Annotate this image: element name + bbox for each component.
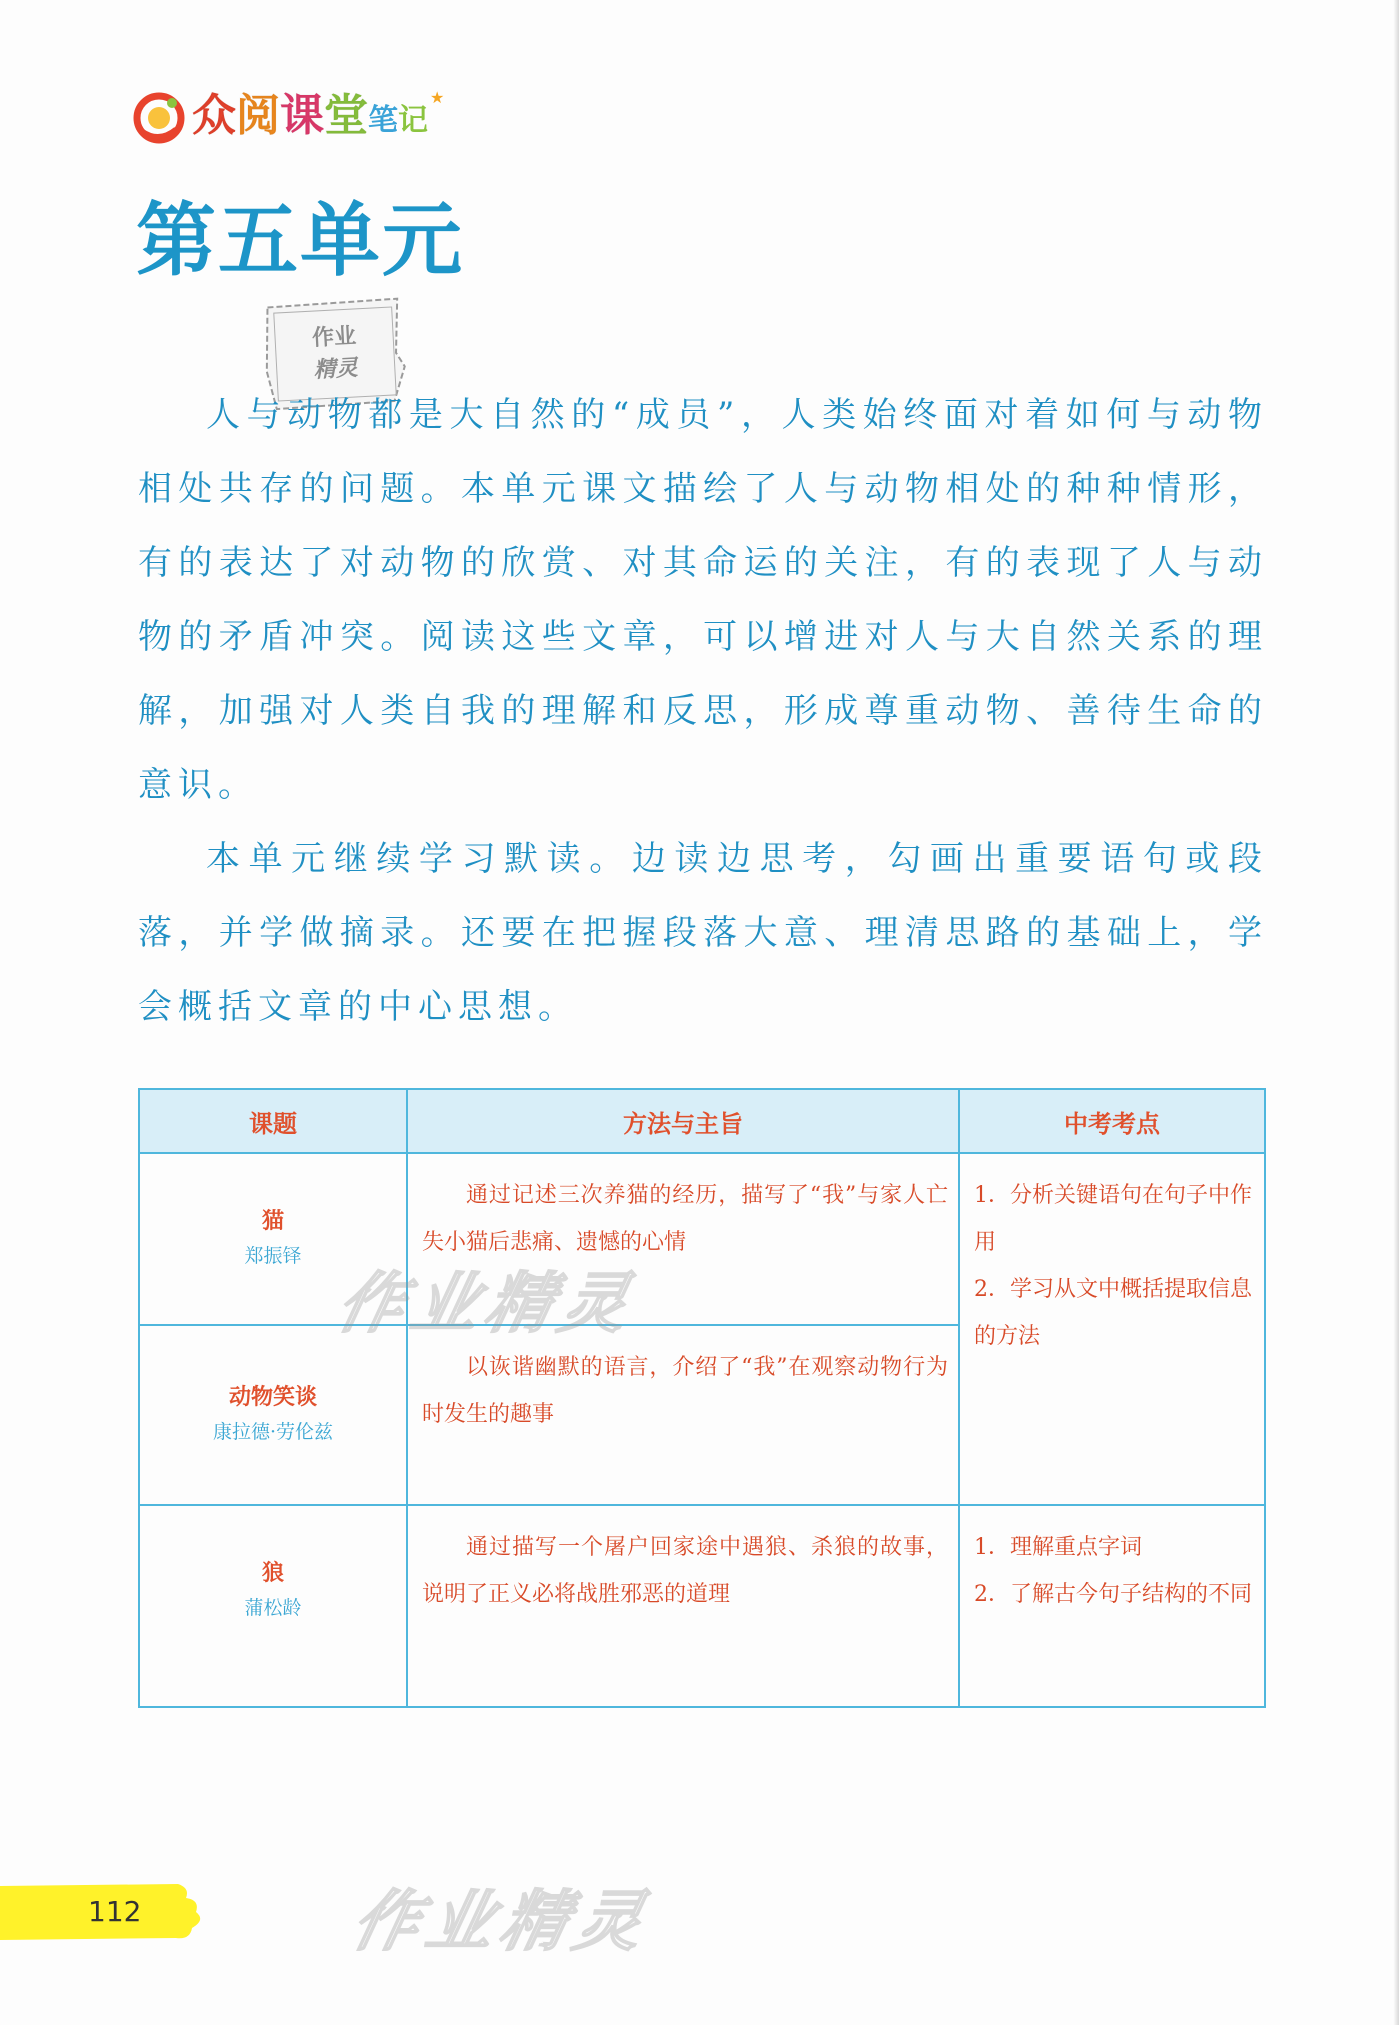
exam-points-cell <box>960 1506 1264 1706</box>
lesson-author: 郑振铎 <box>244 1245 302 1267</box>
page-edge <box>1393 0 1399 2025</box>
watermark: 作业精灵 <box>345 1883 658 1960</box>
method-summary: 通过描写一个屠户回家途中遇狼、杀狼的故事，说明了正义必将战胜邪恶的道理 <box>422 1535 948 1607</box>
watermark: 作业精灵 <box>330 1265 643 1342</box>
brand-logo <box>132 88 444 148</box>
brand-char-3: 课 <box>280 89 324 141</box>
star-icon: ★ <box>430 87 445 107</box>
brand-suffix-1: 笔 <box>368 102 398 138</box>
exam-point: 2．了解古今句子结构的不同 <box>974 1582 1252 1607</box>
header-lesson: 课题 <box>249 1109 297 1138</box>
lesson-title: 猫 <box>261 1209 284 1234</box>
stamp-line-2: 精灵 <box>313 355 359 384</box>
lesson-cell <box>140 1326 406 1504</box>
lesson-title: 狼 <box>261 1561 284 1586</box>
header-exam-points: 中考考点 <box>1064 1109 1160 1138</box>
exam-point: 1．理解重点字词 <box>974 1535 1142 1560</box>
lesson-overview-table <box>138 1088 1266 1708</box>
unit-title: 第五单元 <box>136 193 464 287</box>
exam-point: 2．学习从文中概括提取信息的方法 <box>974 1277 1252 1349</box>
brand-char-2: 阅 <box>236 89 280 141</box>
unit-introduction <box>138 378 1268 1044</box>
method-summary: 以诙谐幽默的语言，介绍了“我”在观察动物行为时发生的趣事 <box>422 1355 948 1427</box>
lesson-cell <box>140 1506 406 1676</box>
brand-suffix-2: 记 <box>398 102 428 138</box>
stamp-line-1: 作业 <box>311 323 357 352</box>
intro-paragraph-2: 本单元继续学习默读。边读边思考，勾画出重要语句或段落，并学做摘录。还要在把握段落大意、理清思路的基础上，学会概括文章的中心思想。 <box>138 839 1268 1027</box>
brand-char-4: 堂 <box>324 89 368 141</box>
lesson-title: 动物笑谈 <box>228 1385 317 1410</box>
exam-point: 1．分析关键语句在句子中作用 <box>974 1183 1252 1255</box>
intro-paragraph-1: 人与动物都是大自然的“成员”，人类始终面对着如何与动物相处共存的问题。本单元课文描绘了人与动物相处的种种情形，有的表达了对动物的欣赏、对其命运的关注，有的表现了人与动物的矛盾冲突。阅读这些文章，可以增进对人与大自然关系的理解，加强对人类自我的理解和反思，形成尊重动物、善待生命的意识。 <box>138 395 1268 805</box>
exam-points-cell <box>960 1154 1264 1504</box>
lesson-author: 康拉德·劳伦兹 <box>212 1421 334 1443</box>
brand-emblem-icon <box>132 91 186 145</box>
header-method: 方法与主旨 <box>623 1109 743 1138</box>
lesson-author: 蒲松龄 <box>244 1597 302 1619</box>
method-summary: 通过记述三次养猫的经历，描写了“我”与家人亡失小猫后悲痛、遗憾的心情 <box>422 1183 948 1255</box>
brand-char-1: 众 <box>192 89 236 141</box>
page-number: 112 <box>88 1895 142 1928</box>
